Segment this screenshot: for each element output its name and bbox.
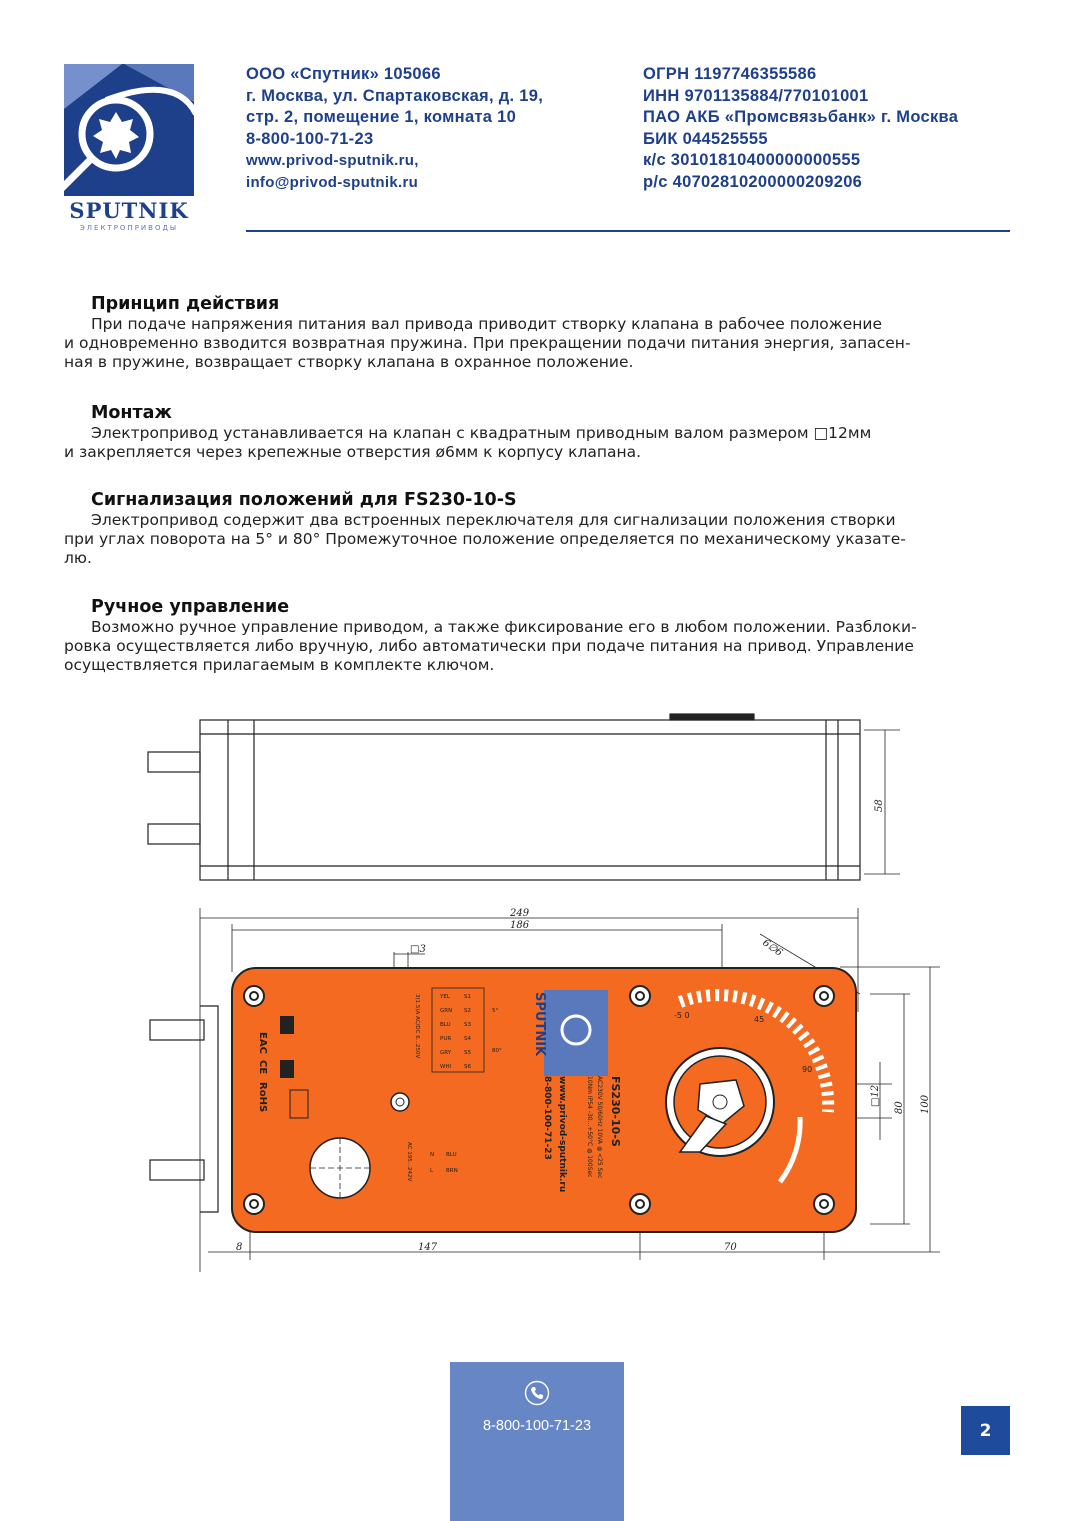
label-brand: SPUTNIK — [532, 992, 547, 1057]
wire-label: PUR — [440, 1036, 452, 1042]
angle-5: 5° — [492, 1008, 499, 1014]
logo-brand: SPUTNIK — [69, 198, 189, 223]
section-text-line: при углах поворота на 5° и 80° Промежуточное положение определяется по механическому указате- — [64, 530, 906, 548]
section-text-line: Электропривод содержит два встроенных переключателя для сигнализации положения створки — [91, 511, 896, 529]
section-text-line: ная в пружине, возвращает створку клапана в охранное положение. — [64, 353, 634, 371]
switch-rating: 3(1.5)A AC/DC 6...250V — [414, 994, 420, 1059]
section-title: Ручное управление — [91, 597, 290, 617]
header-line: ИНН 9701135884/770101001 — [643, 86, 869, 105]
section-text-line: ровка осуществляется либо вручную, либо автоматически при подаче питания на привод. Управление — [64, 637, 914, 655]
header-address — [246, 64, 543, 193]
header-line: ОГРН 1197746355586 — [643, 65, 817, 83]
footer-contact — [450, 1362, 624, 1521]
label-spec2: 10Nm IP54 -30...+50°C ◍ 100Sec — [586, 1076, 593, 1178]
header-line: БИК 044525555 — [643, 129, 768, 148]
power-wire: BLU — [446, 1152, 457, 1158]
company-logo — [64, 64, 194, 232]
header-line: стр. 2, помещение 1, комната 10 — [246, 108, 517, 126]
mark-eac: EAC — [257, 1032, 268, 1054]
switch-label: S1 — [464, 994, 471, 1000]
section-title: Монтаж — [91, 403, 172, 423]
section-text-line: При подаче напряжения питания вал привода приводит створку клапана в рабочее положение — [91, 315, 882, 333]
section-text-line: и одновременно взводится возвратная пружина. При прекращении подачи питания энергия, запасен- — [64, 334, 911, 352]
dim-147: 147 — [418, 1242, 438, 1253]
dim-186: 186 — [510, 920, 530, 931]
dim-square-12: □12 — [870, 1084, 881, 1107]
switch-label: S4 — [464, 1036, 471, 1042]
header-divider — [246, 230, 1010, 232]
section-text-line: Электропривод устанавливается на клапан с квадратным приводным валом размером □12мм — [91, 424, 872, 442]
header-line: ООО «Спутник» 105066 — [246, 65, 441, 83]
wire-label: GRY — [440, 1050, 452, 1056]
header-requisites — [643, 64, 958, 193]
section-title: Принцип действия — [91, 294, 280, 314]
dim-58: 58 — [874, 799, 885, 812]
dim-70: 70 — [724, 1242, 737, 1253]
header-line: к/с 30101810400000000555 — [643, 151, 861, 169]
footer-phone[interactable]: 8-800-100-71-23 — [482, 1418, 592, 1434]
section-manual — [64, 596, 1014, 675]
dim-249: 249 — [510, 908, 530, 919]
dim-80: 80 — [894, 1101, 905, 1114]
label-phone: 8-800-100-71-23 — [542, 1076, 552, 1160]
scale-label: 90 — [802, 1065, 813, 1074]
page-number: 2 — [961, 1406, 1010, 1455]
switch-label: S6 — [464, 1064, 471, 1070]
top-view — [148, 714, 900, 880]
website-link[interactable]: www.privod-sputnik.ru, — [246, 152, 419, 169]
section-text-line: Возможно ручное управление приводом, а также фиксирование его в любом положении. Разблоки- — [91, 618, 917, 636]
dim-square-3: □3 — [410, 944, 426, 955]
section-principle — [64, 293, 1014, 372]
label-spec1: AC230V 50/60Hz 10VA ◍ <25 Sec — [596, 1076, 603, 1179]
section-mounting — [64, 402, 1014, 462]
mark-ce: CE — [257, 1060, 268, 1075]
section-text-line: лю. — [64, 549, 92, 567]
header-line: ПАО АКБ «Промсвязьбанк» г. Москва — [643, 108, 959, 126]
technical-drawing — [140, 712, 960, 1272]
section-text-line: и закрепляется через крепежные отверстия ø6мм к корпусу клапана. — [64, 443, 642, 461]
section-signaling — [64, 489, 1014, 568]
power-rating: AC 195...242V — [406, 1142, 412, 1182]
scale-label: -5 0 — [674, 1011, 690, 1020]
header-line: 8-800-100-71-23 — [246, 129, 374, 148]
dim-100: 100 — [920, 1094, 931, 1114]
switch-label: S5 — [464, 1050, 471, 1056]
dim-holes: 6∅6 — [760, 937, 785, 959]
logo-tagline: ЭЛЕКТРОПРИВОДЫ — [79, 224, 179, 232]
section-text-line: осуществляется прилагаемым в комплекте ключом. — [64, 656, 495, 674]
switch-label: S3 — [464, 1022, 471, 1028]
power-wire: BRN — [446, 1168, 458, 1174]
label-model: FS230-10-S — [609, 1076, 622, 1147]
section-title: Сигнализация положений для FS230-10-S — [91, 490, 517, 510]
wire-label: WHI — [440, 1064, 452, 1070]
wire-label: BLU — [440, 1022, 451, 1028]
wire-label: YEL — [440, 994, 450, 1000]
scale-label: 45 — [754, 1015, 765, 1024]
switch-label: S2 — [464, 1008, 471, 1014]
header-line: р/с 40702810200000209206 — [643, 172, 863, 191]
header-line: г. Москва, ул. Спартаковская, д. 19, — [246, 86, 544, 105]
label-site: www.privod-sputnik.ru — [557, 1076, 567, 1193]
email-link[interactable]: info@privod-sputnik.ru — [246, 173, 419, 191]
power-pin: N — [430, 1152, 435, 1158]
angle-80: 80° — [492, 1048, 502, 1054]
dim-8: 8 — [236, 1242, 243, 1253]
mark-rohs: RoHS — [257, 1082, 268, 1113]
power-pin: L — [430, 1168, 434, 1174]
wire-label: GRN — [440, 1008, 453, 1014]
shaft-clamp — [666, 1048, 774, 1156]
phone-icon — [524, 1380, 550, 1406]
